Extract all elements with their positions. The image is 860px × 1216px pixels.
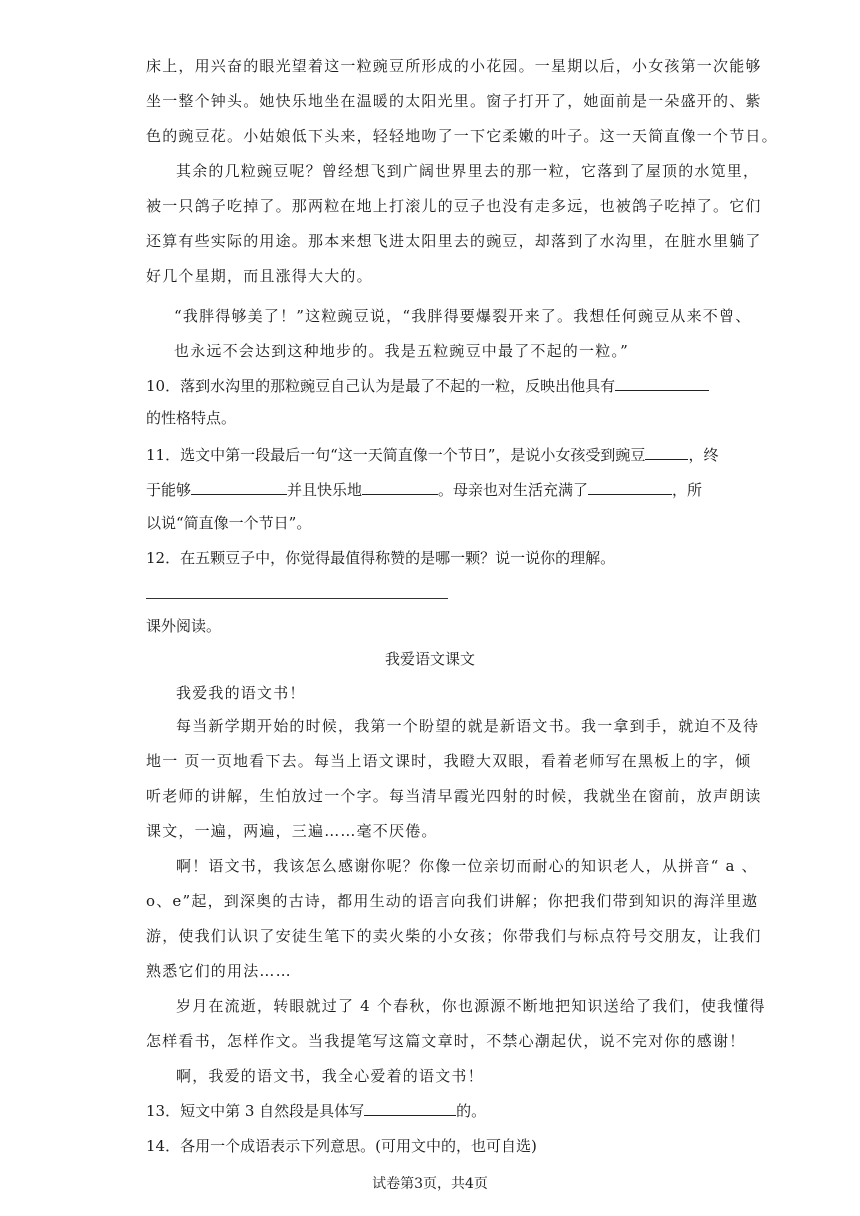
passage2-line-9: 熟悉它们的用法……	[146, 962, 292, 980]
question-13-text-a: 13．短文中第 3 自然段是具体写	[146, 1102, 365, 1120]
passage1-line-6: 还算有些实际的用途。那本来想飞进太阳里去的豌豆，却落到了水沟里，在脏水里躺了	[146, 232, 762, 250]
passage2-line-6: 啊！语文书，我该怎么感谢你呢？你像一位亲切而耐心的知识老人，从拼音“ a 、	[176, 857, 758, 875]
question-14: 14．各用一个成语表示下列意思。(可用文中的，也可自选)	[146, 1137, 537, 1155]
question-11-line-3: 以说“简直像一个节日”。	[146, 514, 312, 532]
passage2-line-8: 游，使我们认识了安徒生笔下的卖火柴的小女孩；你带我们与标点符号交朋友，让我们	[146, 927, 762, 945]
passage2-line-10: 岁月在流逝，转眼就过了 4 个春秋，你也源源不断地把知识送给了我们，使我懂得	[176, 997, 766, 1015]
question-11-line-2	[146, 480, 702, 500]
question-11-text-d: 并且快乐地	[287, 481, 363, 499]
question-11-text-e: 。母亲也对生活充满了	[438, 481, 589, 499]
passage1-line-2: 坐一整个钟头。她快乐地坐在温暖的太阳光里。窗子打开了，她面前是一朵盛开的、紫	[146, 92, 762, 110]
question-11-text-a: 11．选文中第一段最后一句“这一天简直像一个节日”，是说小女孩受到豌豆	[146, 446, 646, 464]
question-10-answer-blank[interactable]	[615, 376, 709, 391]
question-11-blank-3[interactable]	[362, 480, 438, 495]
passage2-line-4: 听老师的讲解，生怕放过一个字。每当清早霞光四射的时候，我就坐在窗前，放声朗读	[146, 787, 762, 805]
passage1-line-7: 好几个星期，而且涨得大大的。	[146, 267, 373, 285]
question-11-blank-1[interactable]	[645, 445, 688, 460]
passage1-line-1: 床上，用兴奋的眼光望着这一粒豌豆所形成的小花园。一星期以后，小女孩第一次能够	[146, 57, 762, 75]
passage2-line-7: o、e”起，到深奥的古诗，都用生动的语言向我们讲解；你把我们带到知识的海洋里遨	[146, 892, 759, 910]
question-10-line-2: 的性格特点。	[146, 409, 237, 427]
passage2-line-11: 怎样看书，怎样作文。当我提笔写这篇文章时，不禁心潮起伏，说不完对你的感谢！	[146, 1032, 746, 1050]
passage2-line-5: 课文，一遍，两遍，三遍……毫不厌倦。	[146, 822, 438, 840]
passage1-line-5: 被一只鸽子吃掉了。那两粒在地上打滚儿的豆子也没有走多远，也被鸽子吃掉了。它们	[146, 197, 762, 215]
passage2-line-3: 地一 页一页地看下去。每当上语文课时，我瞪大双眼，看着老师写在黑板上的字，倾	[146, 752, 752, 770]
question-10	[146, 376, 709, 396]
question-13-text-b: 的。	[456, 1102, 487, 1120]
passage2-line-12: 啊，我爱的语文书，我全心爱着的语文书！	[176, 1067, 484, 1085]
question-11-text-c: 于能够	[146, 481, 192, 499]
passage1-line-9: 也永远不会达到这种地步的。我是五粒豌豆中最了不起的一粒。”	[174, 342, 629, 360]
question-11-blank-2[interactable]	[191, 480, 287, 495]
passage2-line-1: 我爱我的语文书！	[176, 684, 306, 702]
passage1-line-8: “我胖得够美了！”这粒豌豆说，“我胖得要爆裂开来了。我想任何豌豆从来不曾、	[174, 307, 752, 325]
question-11-text-f: ，所	[672, 481, 703, 499]
question-10-text: 10．落到水沟里的那粒豌豆自己认为是最了不起的一粒，反映出他具有	[146, 377, 616, 395]
passage2-line-2: 每当新学期开始的时候，我第一个盼望的就是新语文书。我一拿到手，就迫不及待	[176, 717, 760, 735]
passage1-line-4: 其余的几粒豌豆呢？曾经想飞到广阔世界里去的那一粒，它落到了屋顶的水笕里，	[176, 162, 760, 180]
question-12-answer-line[interactable]	[146, 598, 448, 599]
question-13	[146, 1101, 486, 1121]
passage1-line-3: 色的豌豆花。小姑娘低下头来，轻轻地吻了一下它柔嫩的叶子。这一天简直像一个节日。	[146, 127, 778, 145]
question-11-line-1	[146, 445, 718, 465]
passage2-title: 我爱语文课文	[384, 650, 475, 668]
section-label: 课外阅读。	[146, 617, 222, 635]
page-footer: 试卷第3页，共4页	[372, 1176, 488, 1192]
question-12: 12．在五颗豆子中，你觉得最值得称赞的是哪一颗？说一说你的理解。	[146, 549, 616, 567]
question-11-blank-4[interactable]	[588, 480, 672, 495]
question-13-blank[interactable]	[364, 1101, 456, 1116]
question-11-text-b: ，终	[688, 446, 719, 464]
